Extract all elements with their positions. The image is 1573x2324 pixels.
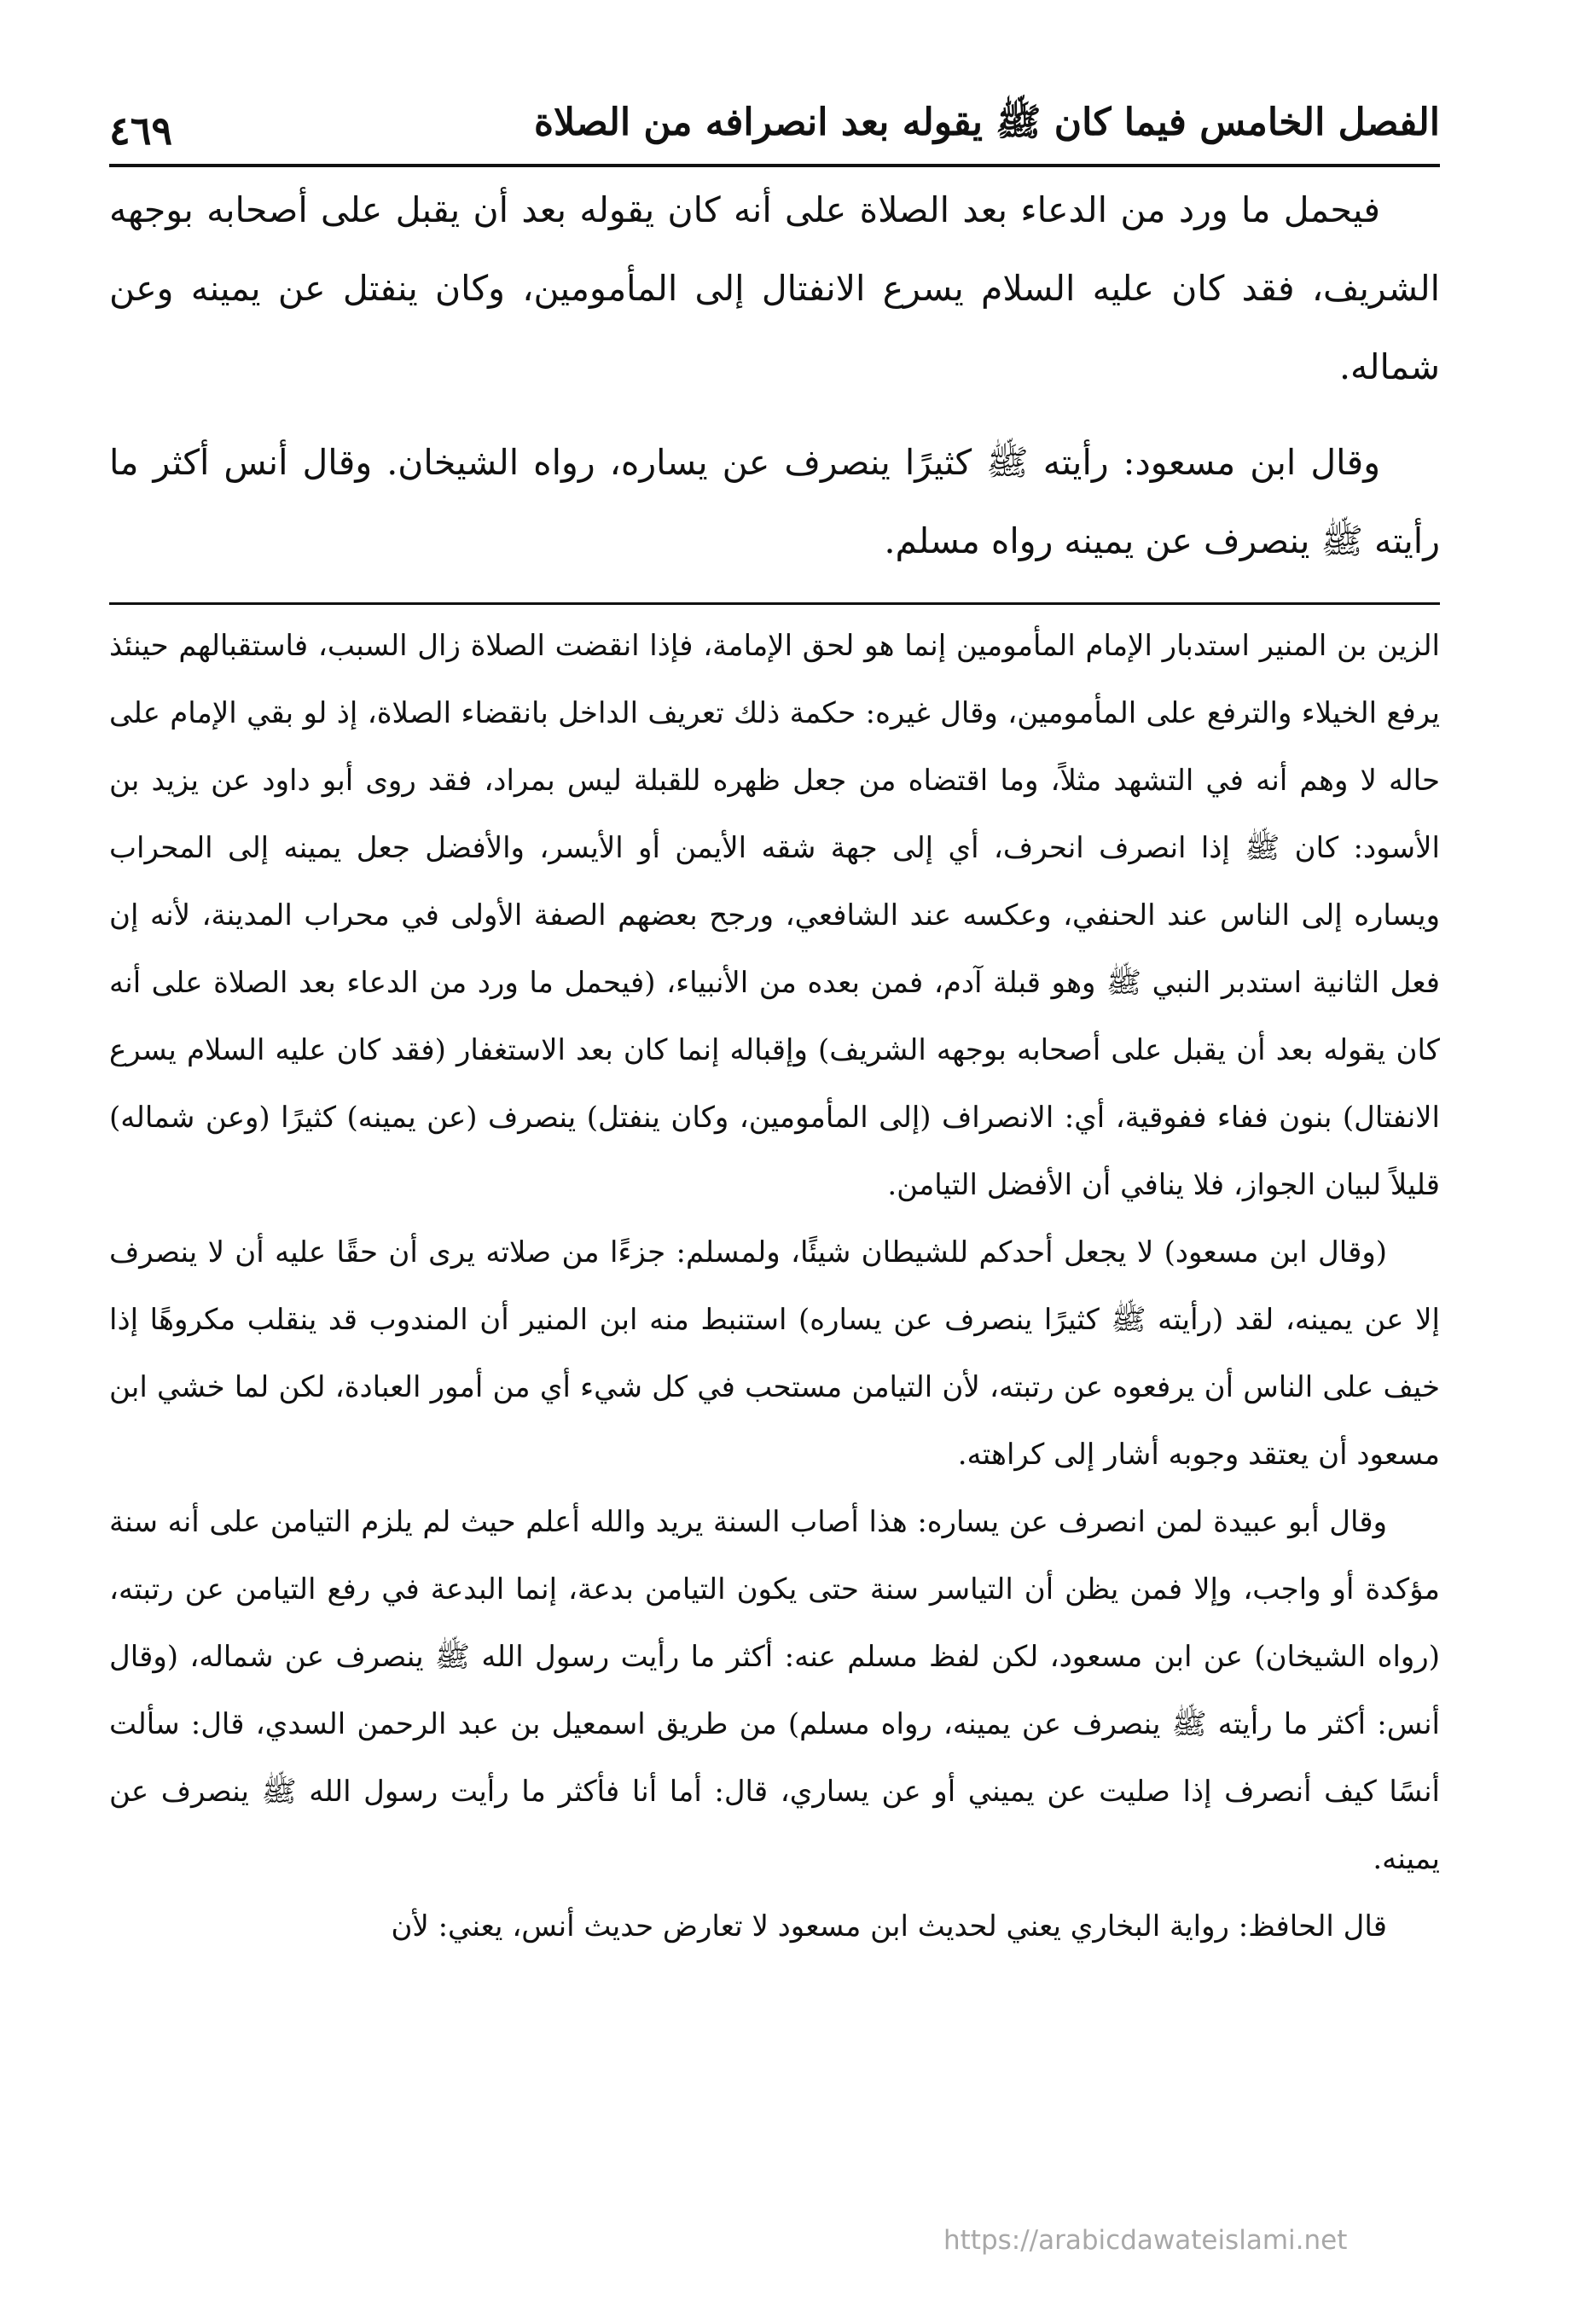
section-divider (109, 602, 1440, 605)
watermark-url: https://arabicdawateislami.net (943, 2225, 1348, 2256)
running-header (109, 85, 1440, 154)
commentary-paragraph: الزين بن المنير استدبار الإمام المأمومين إنما هو لحق الإمامة، فإذا انقضت الصلاة زال السبب، فاستقبالهم حينئذ يرفع الخيلاء والترفع على المأمومين، وقال غيره: حكمة ذلك تعريف الداخل بانقضاء الصلاة، إذ لو بقي الإمام على حاله لا وهم أنه في التشهد مثلاً، وما اقتضاه من جعل ظهره للقبلة ليس بمراد، فقد روى أبو داود عن يزيد بن الأسود: كان ﷺ إذا انصرف انحرف، أي إلى جهة شقه الأيمن أو الأيسر، والأفضل جعل يمينه إلى المحراب ويساره إلى الناس عند الحنفي، وعكسه عند الشافعي، ورجح بعضهم الصفة الأولى في محراب المدينة، لأنه إن فعل الثانية استدبر النبي ﷺ وهو قبلة آدم، فمن بعده من الأنبياء، (فيحمل ما ورد من الدعاء بعد الصلاة على أنه كان يقوله بعد أن يقبل على أصحابه بوجهه الشريف) وإقباله إنما كان بعد الاستغفار (فقد كان عليه السلام يسرع الانفتال) بنون ففاء ففوقية، أي: الانصراف (إلى المأمومين، وكان ينفتل) ينصرف (عن يمينه) كثيرًا (وعن شماله) قليلاً لبيان الجواز، فلا ينافي أن الأفضل التيامن. (109, 629, 1440, 1202)
chapter-title: الفصل الخامس فيما كان ﷺ يقوله بعد انصرافه من الصلاة (533, 101, 1440, 144)
commentary-paragraph: قال الحافظ: رواية البخاري يعني لحديث ابن مسعود لا تعارض حديث أنس، يعني: لأن (391, 1909, 1387, 1943)
commentary-paragraph: وقال أبو عبيدة لمن انصرف عن يساره: هذا أصاب السنة يريد والله أعلم حيث لم يلزم التيامن على أنه سنة مؤكدة أو واجب، وإلا فمن يظن أن التياسر سنة حتى يكون التيامن بدعة، إنما البدعة في رفع التيامن عن رتبته، (رواه الشيخان) عن ابن مسعود، لكن لفظ مسلم عنه: أكثر ما رأيت رسول الله ﷺ ينصرف عن شماله، (وقال أنس: أكثر ما رأيته ﷺ ينصرف عن يمينه، رواه مسلم) من طريق اسمعيل بن عبد الرحمن السدي، قال: سألت أنسًا كيف أنصرف إذا صليت عن يميني أو عن يساري، قال: أما أنا فأكثر ما رأيت رسول الله ﷺ ينصرف عن يمينه. (109, 1505, 1440, 1876)
page-number: ٤٦٩ (109, 107, 173, 154)
header-rule (109, 164, 1440, 167)
main-text (109, 171, 1440, 580)
main-paragraph: وقال ابن مسعود: رأيته ﷺ كثيرًا ينصرف عن يساره، رواه الشيخان. وقال أنس أكثر ما رأيته ﷺ ينصرف عن يمينه رواه مسلم. (109, 442, 1440, 561)
main-paragraph: فيحمل ما ورد من الدعاء بعد الصلاة على أنه كان يقوله بعد أن يقبل على أصحابه بوجهه الشريف، فقد كان عليه السلام يسرع الانفتال إلى المأمومين، وكان ينفتل عن يمينه وعن شماله. (109, 189, 1440, 387)
commentary (109, 613, 1440, 1961)
commentary-paragraph: (وقال ابن مسعود) لا يجعل أحدكم للشيطان شيئًا، ولمسلم: جزءًا من صلاته يرى أن حقًا عليه أن لا ينصرف إلا عن يمينه، لقد (رأيته ﷺ كثيرًا ينصرف عن يساره) استنبط منه ابن المنير أن المندوب قد ينقلب مكروهًا إذا خيف على الناس أن يرفعوه عن رتبته، لأن التيامن مستحب في كل شيء أي من أمور العبادة، لكن لما خشي ابن مسعود أن يعتقد وجوبه أشار إلى كراهته. (109, 1235, 1440, 1472)
